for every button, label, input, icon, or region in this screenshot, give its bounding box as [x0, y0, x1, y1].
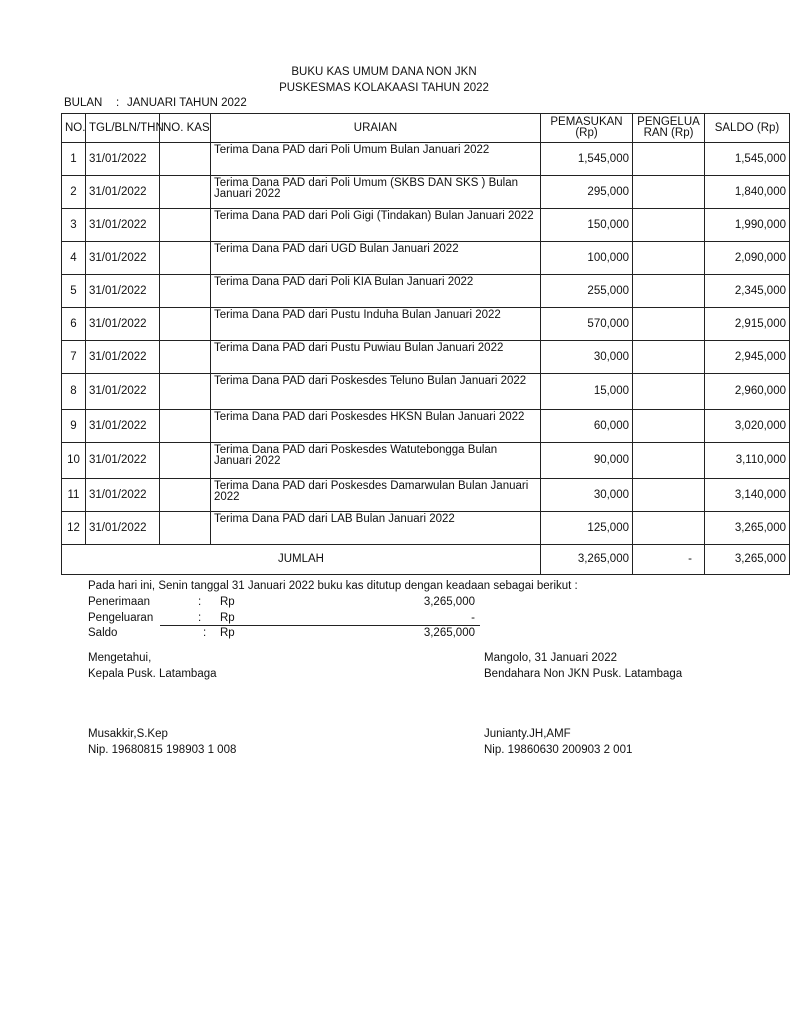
document-subtitle: PUSKESMAS KOLAKAASI TAHUN 2022 [279, 82, 489, 94]
row-kas [160, 410, 211, 443]
row-pemasukan: 570,000 [541, 308, 633, 341]
row-kas [160, 209, 211, 242]
col-header-uraian: URAIAN [211, 114, 541, 143]
row-date: 31/01/2022 [86, 275, 160, 308]
row-pemasukan: 100,000 [541, 242, 633, 275]
row-kas [160, 512, 211, 545]
row-pemasukan: 295,000 [541, 176, 633, 209]
row-no: 7 [62, 341, 86, 374]
row-pengeluaran [633, 410, 705, 443]
penerimaan-separator: : [198, 596, 202, 608]
row-saldo: 2,345,000 [705, 275, 790, 308]
col-header-tgl: TGL/BLN/THN [86, 114, 160, 143]
row-date: 31/01/2022 [86, 479, 160, 512]
row-saldo: 2,945,000 [705, 341, 790, 374]
row-pengeluaran [633, 143, 705, 176]
table-row [62, 209, 790, 242]
row-pengeluaran [633, 209, 705, 242]
col-header-kas: NO. KAS [160, 114, 211, 143]
pengeluaran-separator: : [198, 612, 202, 624]
row-description: Terima Dana PAD dari Poskesdes Watutebongga Bulan Januari 2022 [211, 443, 541, 479]
row-no: 10 [62, 443, 86, 479]
row-pemasukan: 30,000 [541, 341, 633, 374]
row-saldo: 3,265,000 [705, 512, 790, 545]
right-signer-nip: Nip. 19860630 200903 2 001 [484, 744, 633, 756]
saldo-currency: Rp [220, 627, 235, 639]
row-saldo: 2,960,000 [705, 374, 790, 410]
row-date: 31/01/2022 [86, 209, 160, 242]
row-description: Terima Dana PAD dari Poskesdes Damarwulan Bulan Januari 2022 [211, 479, 541, 512]
row-pengeluaran [633, 374, 705, 410]
table-header [62, 114, 790, 143]
row-no: 9 [62, 410, 86, 443]
bulan-separator: : [116, 97, 120, 109]
table-row [62, 374, 790, 410]
row-pengeluaran [633, 308, 705, 341]
row-no: 6 [62, 308, 86, 341]
total-pemasukan: 3,265,000 [541, 545, 633, 575]
row-description: Terima Dana PAD dari Pustu Puwiau Bulan Januari 2022 [211, 341, 541, 374]
row-pengeluaran [633, 512, 705, 545]
row-pengeluaran [633, 443, 705, 479]
row-date: 31/01/2022 [86, 308, 160, 341]
table-row [62, 479, 790, 512]
row-saldo: 3,020,000 [705, 410, 790, 443]
row-pemasukan: 15,000 [541, 374, 633, 410]
row-kas [160, 242, 211, 275]
left-signer-title: Kepala Pusk. Latambaga [88, 668, 217, 680]
row-saldo: 3,140,000 [705, 479, 790, 512]
row-kas [160, 374, 211, 410]
row-pemasukan: 125,000 [541, 512, 633, 545]
row-date: 31/01/2022 [86, 341, 160, 374]
penerimaan-value: 3,265,000 [423, 596, 475, 608]
row-pengeluaran [633, 176, 705, 209]
row-kas [160, 443, 211, 479]
col-header-pemasukan: PEMASUKAN (Rp) [541, 114, 633, 143]
right-signer-title: Bendahara Non JKN Pusk. Latambaga [484, 668, 683, 680]
total-label: JUMLAH [62, 545, 541, 575]
table-row [62, 443, 790, 479]
document-title: BUKU KAS UMUM DANA NON JKN [291, 66, 477, 78]
pengeluaran-currency: Rp [220, 612, 235, 624]
row-pemasukan: 255,000 [541, 275, 633, 308]
row-pengeluaran [633, 242, 705, 275]
row-description: Terima Dana PAD dari UGD Bulan Januari 2022 [211, 242, 541, 275]
left-signer-name: Musakkir,S.Kep [88, 728, 168, 740]
row-saldo: 1,545,000 [705, 143, 790, 176]
penerimaan-label: Penerimaan [88, 596, 151, 608]
acknowledged-label: Mengetahui, [88, 652, 152, 664]
row-pemasukan: 60,000 [541, 410, 633, 443]
row-date: 31/01/2022 [86, 176, 160, 209]
bulan-value: JANUARI TAHUN 2022 [127, 97, 247, 109]
total-saldo: 3,265,000 [705, 545, 790, 575]
row-date: 31/01/2022 [86, 143, 160, 176]
row-saldo: 1,840,000 [705, 176, 790, 209]
row-saldo: 1,990,000 [705, 209, 790, 242]
saldo-separator: : [203, 627, 207, 639]
row-no: 8 [62, 374, 86, 410]
right-signer-name: Junianty.JH,AMF [484, 728, 571, 740]
row-kas [160, 143, 211, 176]
row-description: Terima Dana PAD dari Poskesdes HKSN Bulan Januari 2022 [211, 410, 541, 443]
table-row [62, 308, 790, 341]
table-row [62, 242, 790, 275]
row-saldo: 3,110,000 [705, 443, 790, 479]
total-pengeluaran: - [633, 545, 705, 575]
bulan-label: BULAN [64, 97, 103, 109]
row-kas [160, 275, 211, 308]
table-row [62, 143, 790, 176]
row-kas [160, 308, 211, 341]
row-description: Terima Dana PAD dari Poli Umum (SKBS DAN SKS ) Bulan Januari 2022 [211, 176, 541, 209]
row-kas [160, 479, 211, 512]
col-header-saldo: SALDO (Rp) [705, 114, 790, 143]
row-saldo: 2,915,000 [705, 308, 790, 341]
row-pemasukan: 1,545,000 [541, 143, 633, 176]
row-pemasukan: 150,000 [541, 209, 633, 242]
row-description: Terima Dana PAD dari Poli Gigi (Tindakan) Bulan Januari 2022 [211, 209, 541, 242]
row-no: 2 [62, 176, 86, 209]
summary-divider [160, 625, 480, 626]
row-date: 31/01/2022 [86, 242, 160, 275]
row-no: 1 [62, 143, 86, 176]
row-date: 31/01/2022 [86, 512, 160, 545]
pengeluaran-value: - [471, 612, 475, 624]
row-description: Terima Dana PAD dari Poli KIA Bulan Januari 2022 [211, 275, 541, 308]
table-row [62, 176, 790, 209]
left-signer-nip: Nip. 19680815 198903 1 008 [88, 744, 237, 756]
table-row [62, 275, 790, 308]
table-row [62, 410, 790, 443]
row-pengeluaran [633, 341, 705, 374]
row-description: Terima Dana PAD dari Pustu Induha Bulan Januari 2022 [211, 308, 541, 341]
penerimaan-currency: Rp [220, 596, 235, 608]
row-description: Terima Dana PAD dari Poli Umum Bulan Januari 2022 [211, 143, 541, 176]
col-header-no: NO. [62, 114, 86, 143]
kas-table [61, 113, 790, 575]
row-pengeluaran [633, 479, 705, 512]
closing-statement: Pada hari ini, Senin tanggal 31 Januari 2022 buku kas ditutup dengan keadaan sebagai berikut : [88, 580, 578, 592]
row-date: 31/01/2022 [86, 443, 160, 479]
row-date: 31/01/2022 [86, 374, 160, 410]
saldo-label: Saldo [88, 627, 118, 639]
row-kas [160, 176, 211, 209]
row-date: 31/01/2022 [86, 410, 160, 443]
row-no: 12 [62, 512, 86, 545]
row-kas [160, 341, 211, 374]
pengeluaran-label: Pengeluaran [88, 612, 154, 624]
table-row [62, 341, 790, 374]
row-description: Terima Dana PAD dari Poskesdes Teluno Bulan Januari 2022 [211, 374, 541, 410]
row-no: 3 [62, 209, 86, 242]
table-row [62, 512, 790, 545]
total-row [62, 545, 790, 575]
row-no: 4 [62, 242, 86, 275]
col-header-pengeluaran: PENGELUA RAN (Rp) [633, 114, 705, 143]
row-saldo: 2,090,000 [705, 242, 790, 275]
row-no: 11 [62, 479, 86, 512]
saldo-value: 3,265,000 [423, 627, 475, 639]
row-no: 5 [62, 275, 86, 308]
row-pemasukan: 30,000 [541, 479, 633, 512]
place-date: Mangolo, 31 Januari 2022 [484, 652, 617, 664]
row-description: Terima Dana PAD dari LAB Bulan Januari 2022 [211, 512, 541, 545]
row-pemasukan: 90,000 [541, 443, 633, 479]
row-pengeluaran [633, 275, 705, 308]
